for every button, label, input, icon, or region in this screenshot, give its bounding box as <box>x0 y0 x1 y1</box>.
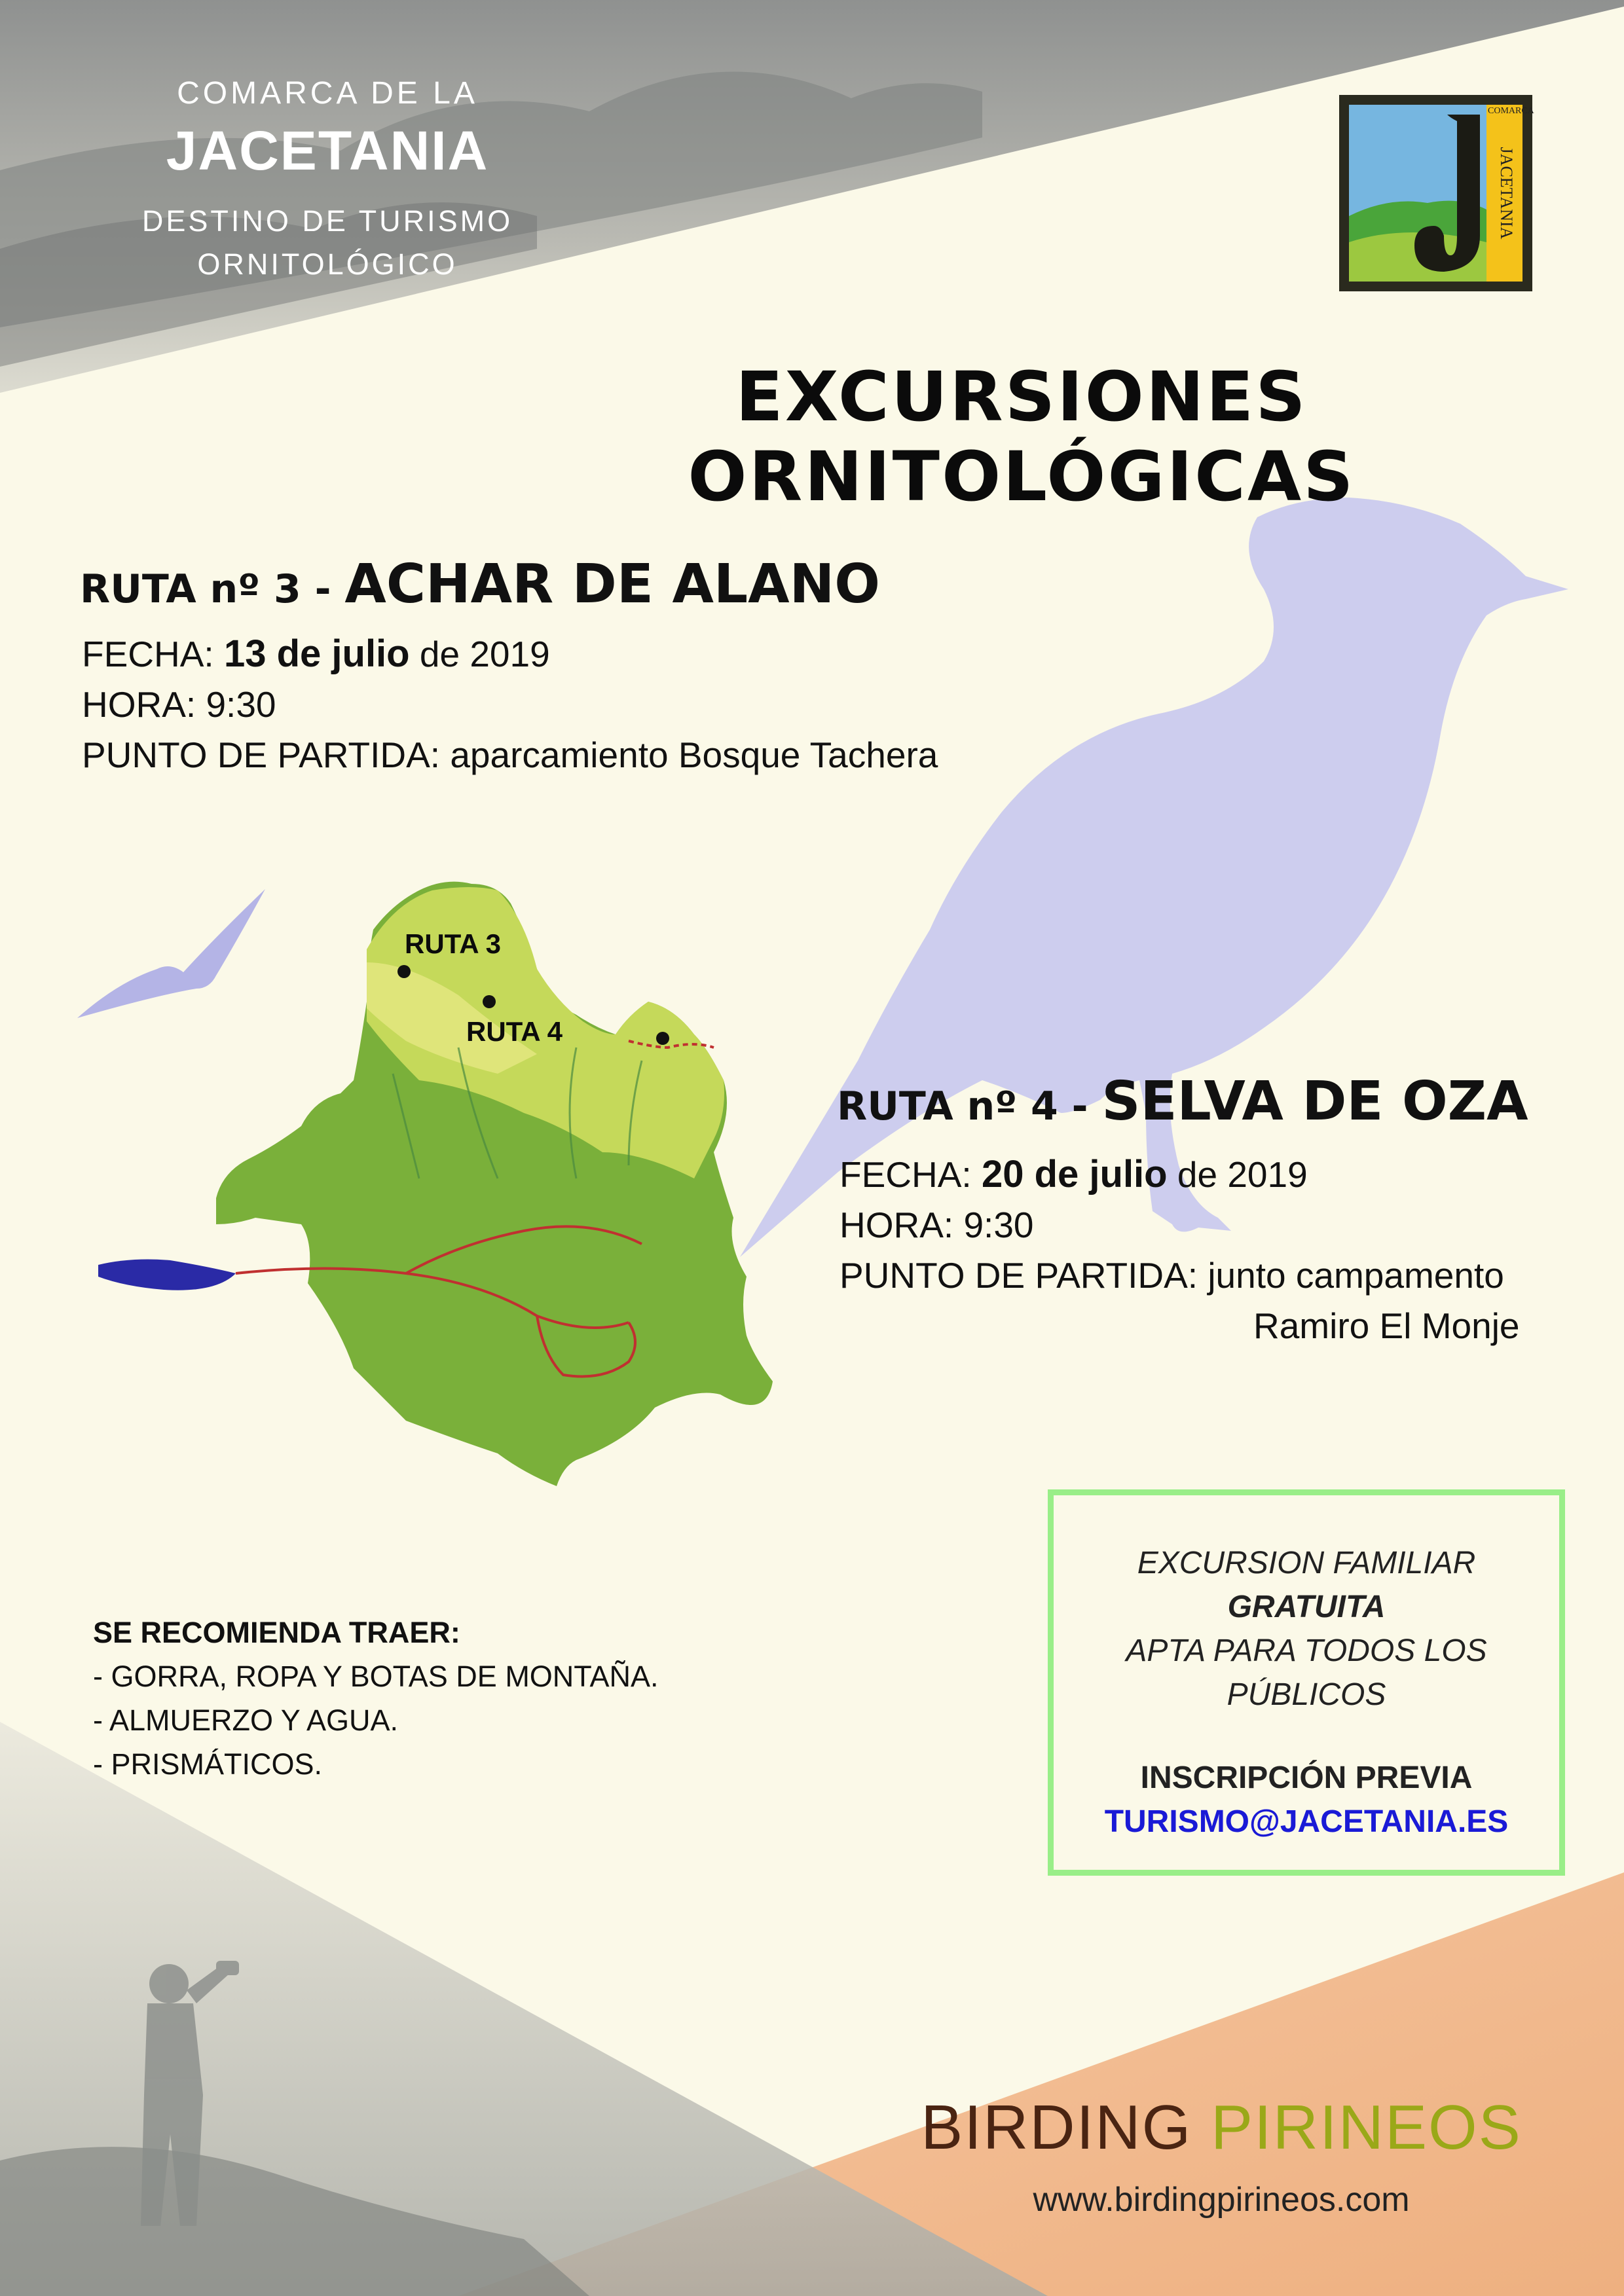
box-line3: APTA PARA TODOS LOS <box>1126 1633 1487 1668</box>
recommend-heading: SE RECOMIENDA TRAER: <box>93 1616 460 1649</box>
website-link[interactable]: www.birdingpirineos.com <box>1033 2181 1410 2219</box>
box-line2: GRATUITA <box>1227 1590 1386 1624</box>
info-box <box>1048 1489 1565 1876</box>
route3-fecha-year: de 2019 <box>409 634 550 674</box>
route3-info <box>82 629 938 780</box>
route4-partida-2: Ramiro El Monje <box>1253 1305 1520 1346</box>
route3-fecha <box>82 629 938 680</box>
recommend-item: - ALMUERZO Y AGUA. <box>93 1704 398 1737</box>
route3-heading <box>80 553 880 615</box>
box-inscripcion: INSCRIPCIÓN PREVIA <box>1140 1760 1473 1795</box>
map-label-ruta4: RUTA 4 <box>466 1016 563 1047</box>
map-label-ruta3: RUTA 3 <box>405 928 501 959</box>
logo-text-small: COMARCA <box>1488 106 1534 116</box>
header-line1: COMARCA DE LA <box>177 76 478 111</box>
flying-bird <box>77 889 265 1018</box>
route4-info <box>840 1149 1520 1351</box>
brand-word2: PIRINEOS <box>1210 2092 1522 2162</box>
route4-fecha <box>840 1149 1520 1200</box>
route4-prefix: RUTA nº 4 - <box>837 1084 1102 1129</box>
header-subtitle-1: DESTINO DE TURISMO <box>141 204 513 238</box>
route4-heading <box>837 1070 1528 1133</box>
route4-fecha-date: 20 de julio <box>981 1153 1168 1195</box>
header-block <box>85 75 570 286</box>
route4-fecha-label: FECHA: <box>840 1154 982 1195</box>
recommend-list <box>93 1611 658 1786</box>
route3-name: ACHAR DE ALANO <box>344 553 880 615</box>
route3-partida: PUNTO DE PARTIDA: aparcamiento Bosque Tachera <box>82 735 938 775</box>
logo-text-vertical: JACETANIA <box>1497 147 1516 240</box>
route4-hora: HORA: 9:30 <box>840 1205 1034 1245</box>
brand-name <box>897 2092 1545 2164</box>
header-title: JACETANIA <box>166 120 489 181</box>
route4-name: SELVA DE OZA <box>1101 1070 1528 1133</box>
recommend-item: - PRISMÁTICOS. <box>93 1747 323 1781</box>
box-line1: EXCURSION FAMILIAR <box>1137 1546 1476 1580</box>
email-link[interactable]: TURISMO@JACETANIA.ES <box>1104 1804 1509 1839</box>
route4-fecha-year: de 2019 <box>1167 1154 1308 1195</box>
route3-hora: HORA: 9:30 <box>82 684 276 725</box>
page-title: EXCURSIONES ORNITOLÓGICAS <box>688 357 1356 517</box>
route4-partida: PUNTO DE PARTIDA: junto campamento <box>840 1255 1504 1296</box>
header-line3 <box>85 200 570 286</box>
recommend-item: - GORRA, ROPA Y BOTAS DE MONTAÑA. <box>93 1660 659 1693</box>
brand-word1: BIRDING <box>921 2092 1211 2162</box>
route3-prefix: RUTA nº 3 - <box>80 566 345 612</box>
header-subtitle-2: ORNITOLÓGICO <box>197 247 458 281</box>
box-line4: PÚBLICOS <box>1227 1677 1386 1712</box>
route3-fecha-date: 13 de julio <box>223 632 410 675</box>
route3-fecha-label: FECHA: <box>82 634 224 674</box>
